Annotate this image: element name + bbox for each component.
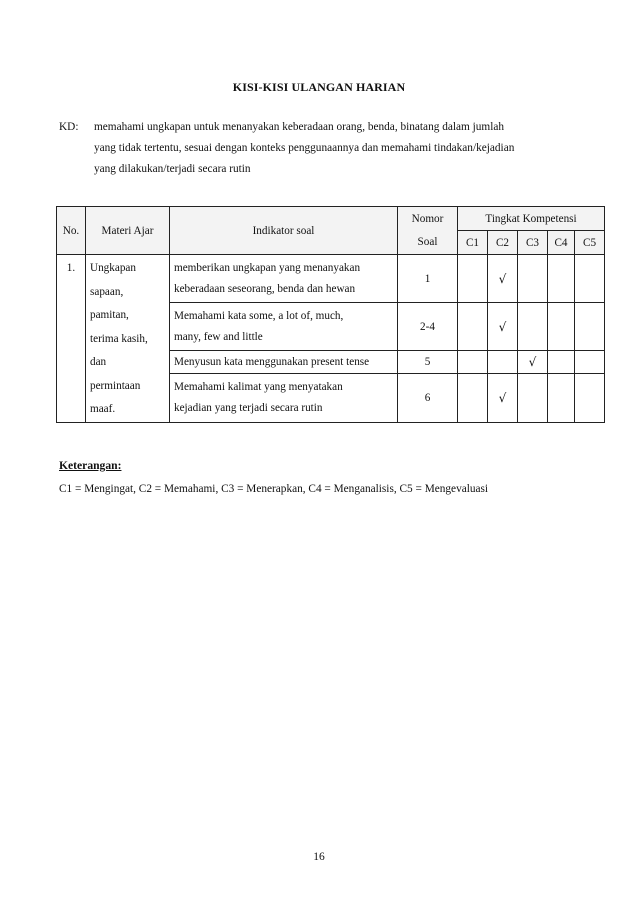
page-number: 16 [313,851,325,863]
header-c1: C1 [458,231,488,255]
c2-check-mark: √ [488,374,518,422]
c5-cell [575,303,605,351]
materi-line: permintaan [90,379,141,392]
kd-line-1: memahami ungkapan untuk menanyakan keberadaan orang, benda, binatang dalam jumlah [94,121,504,133]
c4-cell [548,351,575,374]
kd-line-2: yang tidak tertentu, sesuai dengan konteks penggunaannya dan memahami tindakan/kejadian [94,142,515,154]
indikator-cell [170,374,398,422]
c5-cell [575,255,605,303]
indikator-line: memberikan ungkapan yang menanyakan [174,261,361,274]
materi-line: terima kasih, [90,332,148,345]
header-c4: C4 [548,231,575,255]
c4-cell [548,255,575,303]
indikator-cell [170,351,398,374]
materi-line: maaf. [90,403,116,415]
indikator-cell [170,303,398,351]
c1-cell [458,351,488,374]
c2-check-mark: √ [488,255,518,303]
kisi-kisi-table [56,206,605,423]
header-nomor: Nomor [398,207,458,231]
document-title: KISI-KISI ULANGAN HARIAN [232,80,406,94]
materi-ajar-cell [86,255,170,423]
header-c3: C3 [518,231,548,255]
indikator-line: kejadian yang terjadi secara rutin [174,401,323,414]
indikator-line: Memahami kalimat yang menyatakan [174,380,343,393]
c3-cell [518,303,548,351]
nomor-soal-cell: 2-4 [398,303,458,351]
header-soal: Soal [398,231,458,255]
materi-line: pamitan, [90,309,129,321]
nomor-soal-cell: 5 [398,351,458,374]
indikator-line: keberadaan seseorang, benda dan hewan [174,282,356,295]
competency-legend: C1 = Mengingat, C2 = Memahami, C3 = Menerapkan, C4 = Menganalisis, C5 = Mengevaluasi [59,483,489,495]
nomor-soal-cell: 6 [398,374,458,422]
c1-cell [458,303,488,351]
keterangan-heading [59,459,121,472]
header-c5: C5 [575,231,605,255]
c3-cell [518,374,548,422]
kd-label: KD: [59,121,79,133]
c3-check-mark: √ [518,351,548,374]
c1-cell [458,255,488,303]
header-indikator-soal: Indikator soal [170,207,398,255]
c4-cell [548,303,575,351]
nomor-soal-cell: 1 [398,255,458,303]
materi-line: dan [90,356,107,368]
indikator-cell [170,255,398,303]
materi-line: Ungkapan [90,262,136,274]
c5-cell [575,374,605,422]
indikator-line: many, few and little [174,330,263,343]
c4-cell [548,374,575,422]
header-no: No. [57,207,86,255]
c2-check-mark: √ [488,303,518,351]
keterangan-title: Keterangan: [59,459,122,472]
header-c2: C2 [488,231,518,255]
c1-cell [458,374,488,422]
materi-line: sapaan, [90,285,124,298]
header-materi-ajar: Materi Ajar [86,207,170,255]
header-tingkat-kompetensi: Tingkat Kompetensi [458,207,605,231]
indikator-line: Menyusun kata menggunakan present tense [174,355,370,368]
c5-cell [575,351,605,374]
c2-cell [488,351,518,374]
table-row [57,255,605,303]
row-number: 1. [57,255,86,423]
c3-cell [518,255,548,303]
indikator-line: Memahami kata some, a lot of, much, [174,309,344,322]
kd-line-3: yang dilakukan/terjadi secara rutin [94,163,251,175]
